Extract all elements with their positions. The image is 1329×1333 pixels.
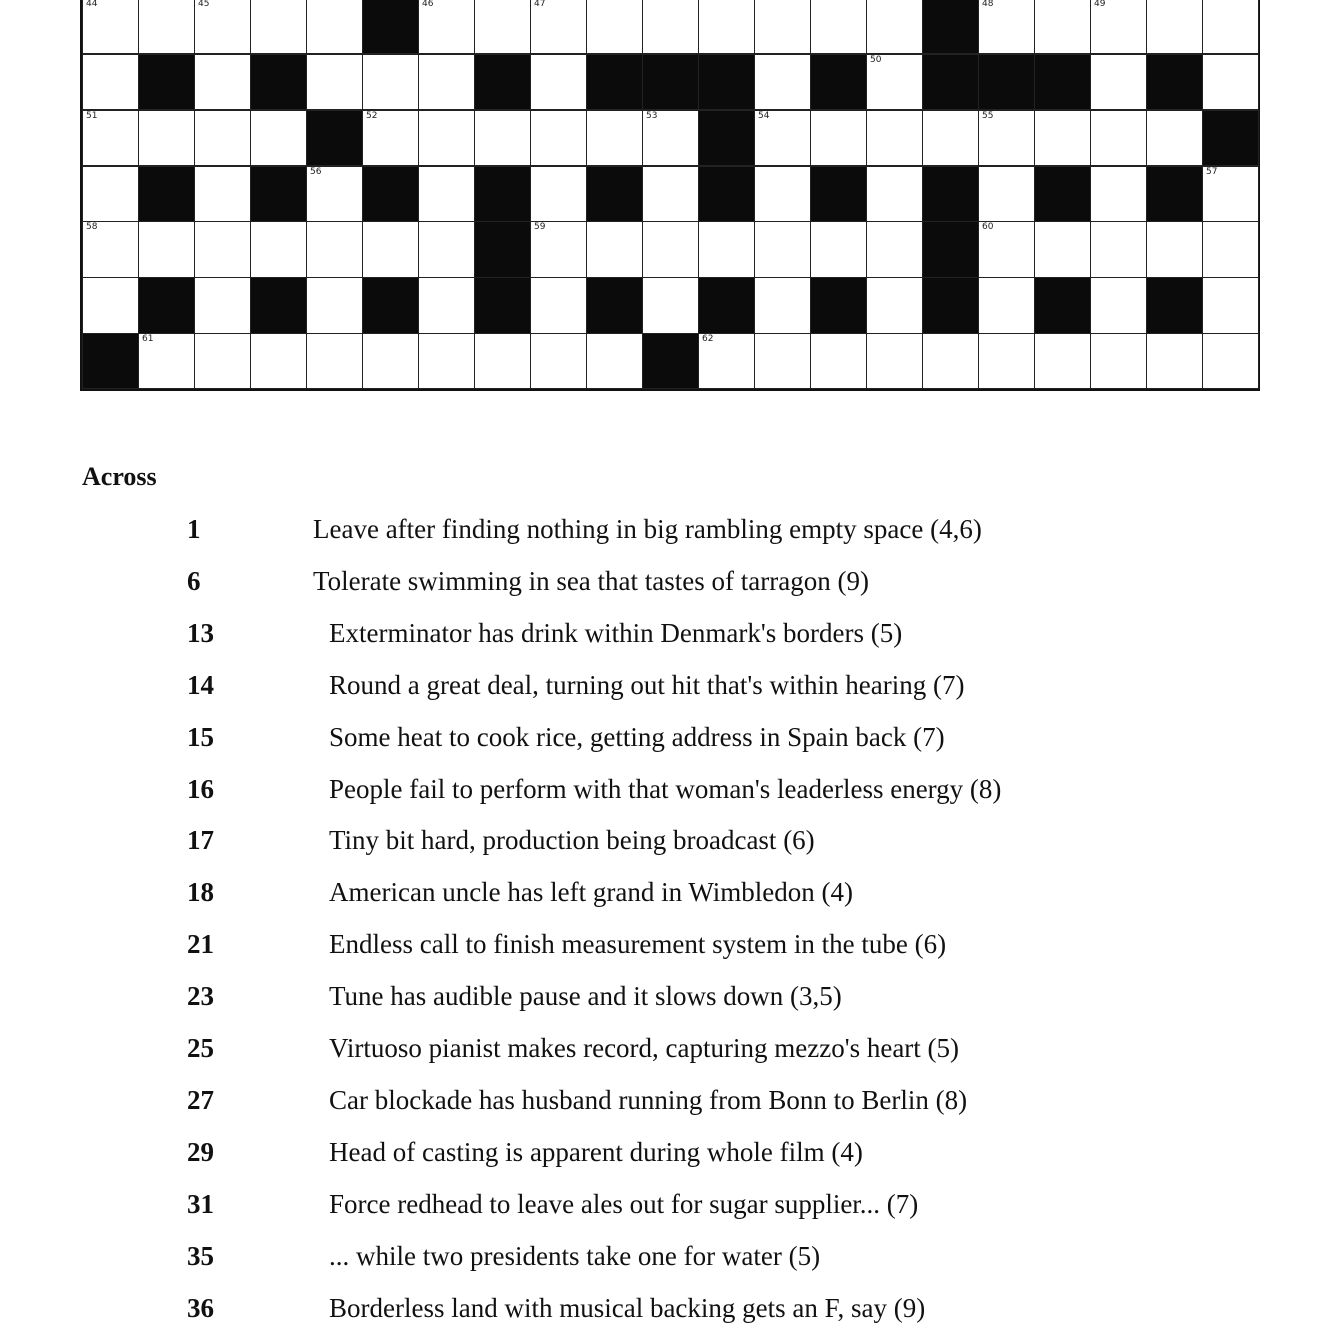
grid-cell[interactable] — [474, 0, 531, 54]
grid-cell[interactable] — [1090, 54, 1147, 110]
grid-cell[interactable] — [250, 110, 307, 166]
clue-number: 27 — [187, 1084, 214, 1115]
grid-cell[interactable] — [306, 333, 363, 389]
grid-cell-number: 49 — [1094, 0, 1106, 9]
clue-text: Car blockade has husband running from Bonn to Berlin (8) — [329, 1084, 968, 1115]
grid-cell[interactable] — [250, 333, 307, 389]
clue-number: 17 — [187, 825, 214, 856]
grid-cell[interactable] — [530, 221, 587, 277]
grid-cell-black — [922, 277, 979, 333]
grid-cell[interactable] — [698, 221, 755, 277]
clue-text: Exterminator has drink within Denmark's borders (5) — [329, 617, 903, 648]
grid-cell[interactable] — [530, 277, 587, 333]
grid-cell[interactable] — [362, 110, 419, 166]
grid-cell[interactable] — [978, 110, 1035, 166]
grid-cell-black — [138, 166, 195, 222]
grid-cell[interactable] — [866, 166, 923, 222]
grid-cell[interactable] — [530, 0, 587, 54]
clue-number: 16 — [187, 773, 214, 804]
grid-cell[interactable] — [1146, 221, 1203, 277]
clue-number: 18 — [187, 877, 214, 908]
grid-cell-number: 58 — [86, 222, 98, 233]
grid-cell[interactable] — [866, 0, 923, 54]
grid-cell[interactable] — [922, 333, 979, 389]
grid-cell[interactable] — [194, 0, 251, 54]
grid-cell[interactable] — [82, 54, 139, 110]
clue-number: 25 — [187, 1033, 214, 1063]
grid-cell-number: 46 — [422, 0, 434, 9]
grid-cell-black — [922, 166, 979, 222]
grid-cell-black — [474, 221, 531, 277]
grid-cell-number: 55 — [982, 110, 994, 121]
clue-row — [0, 1085, 1329, 1125]
grid-cell[interactable] — [418, 166, 475, 222]
grid-cell[interactable] — [1090, 221, 1147, 277]
grid-cell[interactable] — [530, 166, 587, 222]
grid-cell[interactable] — [586, 110, 643, 166]
clue-row — [0, 566, 1329, 606]
clue-text: Borderless land with musical backing gets an F, say (9) — [329, 1292, 926, 1323]
grid-cell[interactable] — [250, 0, 307, 54]
grid-cell-black — [810, 277, 867, 333]
grid-cell-black — [250, 166, 307, 222]
grid-cell-black — [250, 54, 307, 110]
clue-row — [0, 877, 1329, 917]
grid-cell-black — [698, 110, 755, 166]
clue-text: Leave after finding nothing in big rambling empty space (4,6) — [313, 514, 982, 544]
grid-cell-black — [362, 0, 419, 54]
grid-cell[interactable] — [642, 277, 699, 333]
grid-cell-number: 44 — [86, 0, 98, 9]
grid-cell-number: 50 — [870, 54, 882, 65]
grid-cell[interactable] — [418, 221, 475, 277]
grid-cell-black — [642, 333, 699, 389]
clue-row — [0, 981, 1329, 1021]
grid-cell[interactable] — [474, 110, 531, 166]
clue-number: 35 — [187, 1240, 214, 1271]
grid-cell[interactable] — [810, 0, 867, 54]
grid-cell-black — [1202, 110, 1259, 166]
grid-cell[interactable] — [1202, 277, 1259, 333]
grid-cell[interactable] — [586, 221, 643, 277]
grid-cell[interactable] — [698, 0, 755, 54]
grid-cell[interactable] — [866, 333, 923, 389]
crossword-grid — [80, 0, 1260, 391]
crossword-grid-area — [80, 0, 1260, 391]
grid-cell[interactable] — [978, 277, 1035, 333]
grid-cell[interactable] — [1146, 0, 1203, 54]
clue-number: 23 — [187, 981, 214, 1012]
clue-row — [0, 514, 1329, 554]
grid-cell-number: 62 — [702, 334, 714, 345]
grid-cell[interactable] — [754, 110, 811, 166]
grid-cell-black — [138, 277, 195, 333]
grid-cell-black — [922, 221, 979, 277]
grid-cell[interactable] — [530, 54, 587, 110]
clue-number: 21 — [187, 929, 214, 960]
grid-cell[interactable] — [1202, 54, 1259, 110]
grid-cell-black — [1146, 166, 1203, 222]
clue-row — [0, 1241, 1329, 1281]
grid-cell-black — [474, 166, 531, 222]
clue-text: American uncle has left grand in Wimbledon (4) — [329, 877, 853, 908]
grid-cell-black — [474, 54, 531, 110]
grid-cell[interactable] — [1146, 110, 1203, 166]
grid-cell[interactable] — [1034, 333, 1091, 389]
clue-row — [0, 1293, 1329, 1333]
grid-cell[interactable] — [754, 166, 811, 222]
grid-cell[interactable] — [418, 277, 475, 333]
grid-cell-black — [922, 0, 979, 54]
grid-cell[interactable] — [1202, 221, 1259, 277]
grid-cell[interactable] — [418, 0, 475, 54]
grid-cell-black — [362, 166, 419, 222]
grid-cell[interactable] — [306, 221, 363, 277]
grid-cell[interactable] — [1034, 110, 1091, 166]
grid-cell[interactable] — [362, 333, 419, 389]
grid-cell[interactable] — [1202, 333, 1259, 389]
grid-cell[interactable] — [922, 110, 979, 166]
grid-cell-number: 53 — [646, 110, 658, 121]
grid-cell[interactable] — [418, 110, 475, 166]
clue-text: Head of casting is apparent during whole film (4) — [329, 1136, 863, 1167]
grid-cell-number: 54 — [758, 110, 770, 121]
clue-text: People fail to perform with that woman's leaderless energy (8) — [329, 773, 1002, 804]
grid-cell[interactable] — [978, 0, 1035, 54]
grid-cell[interactable] — [362, 221, 419, 277]
grid-cell[interactable] — [642, 110, 699, 166]
grid-cell-black — [698, 54, 755, 110]
grid-cell[interactable] — [194, 54, 251, 110]
grid-cell-number: 57 — [1206, 166, 1218, 177]
grid-cell-number: 48 — [982, 0, 994, 9]
grid-cell-black — [586, 54, 643, 110]
grid-cell[interactable] — [754, 54, 811, 110]
grid-cell[interactable] — [530, 333, 587, 389]
grid-cell[interactable] — [1202, 0, 1259, 54]
grid-cell-black — [922, 54, 979, 110]
grid-cell[interactable] — [194, 277, 251, 333]
grid-cell-number: 59 — [534, 222, 546, 233]
clue-row — [0, 774, 1329, 814]
grid-cell[interactable] — [1090, 166, 1147, 222]
grid-cell[interactable] — [754, 333, 811, 389]
grid-cell-black — [138, 54, 195, 110]
clue-row — [0, 1189, 1329, 1229]
grid-cell[interactable] — [82, 277, 139, 333]
grid-cell-black — [810, 54, 867, 110]
clue-text: ... while two presidents take one for water (5) — [329, 1240, 821, 1271]
grid-cell[interactable] — [194, 221, 251, 277]
grid-cell[interactable] — [810, 333, 867, 389]
clue-text: Round a great deal, turning out hit that's within hearing (7) — [329, 669, 965, 700]
clue-number: 31 — [187, 1188, 214, 1219]
clue-number: 15 — [187, 721, 214, 752]
grid-cell[interactable] — [1090, 277, 1147, 333]
grid-cell[interactable] — [306, 54, 363, 110]
clue-text: Tune has audible pause and it slows down (3,5) — [329, 981, 842, 1012]
grid-cell[interactable] — [1090, 333, 1147, 389]
clue-text: Tolerate swimming in sea that tastes of tarragon (9) — [313, 565, 869, 596]
clue-row — [0, 618, 1329, 658]
grid-cell-black — [978, 54, 1035, 110]
grid-cell[interactable] — [698, 333, 755, 389]
across-heading: Across — [82, 462, 157, 491]
clue-row — [0, 670, 1329, 710]
grid-cell-number: 52 — [366, 110, 378, 121]
clue-number: 29 — [187, 1136, 214, 1167]
grid-cell[interactable] — [194, 333, 251, 389]
clue-text: Virtuoso pianist makes record, capturing mezzo's heart (5) — [329, 1033, 960, 1063]
grid-cell[interactable] — [138, 0, 195, 54]
grid-cell[interactable] — [754, 0, 811, 54]
grid-cell[interactable] — [866, 221, 923, 277]
grid-cell[interactable] — [754, 221, 811, 277]
grid-cell[interactable] — [138, 110, 195, 166]
grid-cell[interactable] — [530, 110, 587, 166]
clue-text: Some heat to cook rice, getting address in Spain back (7) — [329, 721, 945, 752]
grid-cell[interactable] — [194, 110, 251, 166]
grid-cell[interactable] — [306, 0, 363, 54]
grid-cell[interactable] — [1090, 110, 1147, 166]
grid-cell[interactable] — [642, 0, 699, 54]
grid-cell[interactable] — [418, 54, 475, 110]
grid-cell[interactable] — [642, 221, 699, 277]
grid-cell[interactable] — [1146, 333, 1203, 389]
grid-cell-black — [698, 277, 755, 333]
clue-number: 1 — [187, 514, 201, 544]
grid-cell-black — [1034, 166, 1091, 222]
grid-cell[interactable] — [306, 166, 363, 222]
grid-cell[interactable] — [82, 0, 139, 54]
grid-cell[interactable] — [866, 277, 923, 333]
grid-cell[interactable] — [138, 333, 195, 389]
grid-cell[interactable] — [82, 221, 139, 277]
clue-row — [0, 825, 1329, 865]
grid-cell-number: 47 — [534, 0, 546, 9]
clue-row — [0, 1137, 1329, 1177]
clue-number: 36 — [187, 1292, 214, 1323]
grid-cell[interactable] — [810, 221, 867, 277]
grid-cell[interactable] — [1090, 0, 1147, 54]
grid-cell-black — [586, 277, 643, 333]
clue-number: 13 — [187, 617, 214, 648]
grid-cell-black — [1034, 54, 1091, 110]
clue-text: Endless call to finish measurement system in the tube (6) — [329, 929, 947, 960]
clue-text: Force redhead to leave ales out for sugar supplier... (7) — [329, 1188, 919, 1219]
grid-cell[interactable] — [1202, 166, 1259, 222]
grid-cell-number: 45 — [198, 0, 210, 9]
grid-cell[interactable] — [418, 333, 475, 389]
grid-cell-black — [642, 54, 699, 110]
grid-cell[interactable] — [250, 221, 307, 277]
grid-cell[interactable] — [82, 110, 139, 166]
grid-cell-black — [1146, 54, 1203, 110]
grid-cell[interactable] — [82, 166, 139, 222]
grid-cell-black — [1146, 277, 1203, 333]
clue-number: 6 — [187, 565, 201, 596]
grid-cell[interactable] — [1034, 221, 1091, 277]
grid-cell-black — [698, 166, 755, 222]
grid-cell[interactable] — [138, 221, 195, 277]
grid-cell[interactable] — [978, 166, 1035, 222]
grid-cell[interactable] — [866, 54, 923, 110]
grid-cell-black — [250, 277, 307, 333]
clue-row — [0, 929, 1329, 969]
grid-cell-number: 61 — [142, 334, 154, 345]
grid-cell[interactable] — [754, 277, 811, 333]
clue-row — [0, 722, 1329, 762]
grid-cell-black — [474, 277, 531, 333]
grid-cell[interactable] — [586, 0, 643, 54]
grid-cell[interactable] — [978, 221, 1035, 277]
grid-cell-black — [306, 110, 363, 166]
grid-cell[interactable] — [306, 277, 363, 333]
grid-cell-black — [586, 166, 643, 222]
grid-cell[interactable] — [194, 166, 251, 222]
grid-cell-black — [82, 333, 139, 389]
grid-cell[interactable] — [810, 110, 867, 166]
grid-cell-black — [362, 277, 419, 333]
clue-number: 14 — [187, 669, 214, 700]
grid-cell[interactable] — [474, 333, 531, 389]
grid-cell[interactable] — [642, 166, 699, 222]
grid-cell-black — [810, 166, 867, 222]
grid-cell-black — [1034, 277, 1091, 333]
clue-row — [0, 1033, 1329, 1073]
grid-cell[interactable] — [866, 110, 923, 166]
grid-cell[interactable] — [362, 54, 419, 110]
grid-cell[interactable] — [586, 333, 643, 389]
grid-cell[interactable] — [1034, 0, 1091, 54]
grid-cell-number: 60 — [982, 222, 994, 233]
grid-cell-number: 51 — [86, 110, 98, 121]
clue-text: Tiny bit hard, production being broadcast (6) — [329, 825, 815, 856]
grid-cell[interactable] — [978, 333, 1035, 389]
grid-cell-number: 56 — [310, 166, 322, 177]
